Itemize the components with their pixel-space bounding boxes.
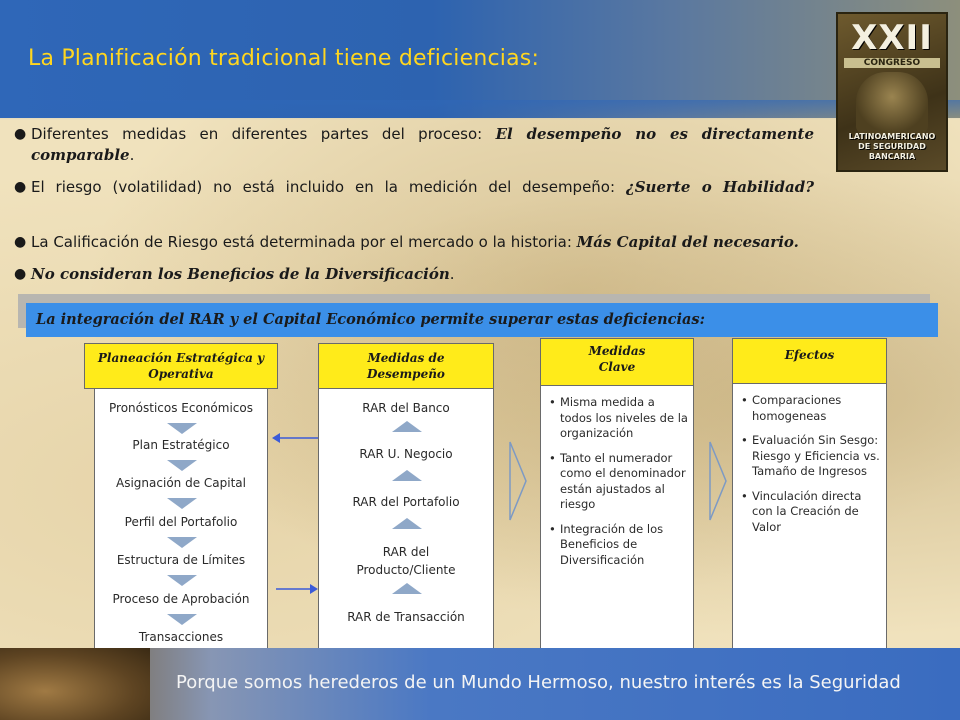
- clave-list: [549, 395, 689, 577]
- planeacion-item: Transacciones: [138, 630, 224, 644]
- planeacion-item: Perfil del Portafolio: [124, 515, 238, 529]
- planeacion-item: Proceso de Aprobación: [112, 592, 250, 606]
- planeacion-item: Asignación de Capital: [116, 476, 246, 490]
- planeacion-item: Plan Estratégico: [132, 438, 230, 452]
- bullet-item: ● El riesgo (volatilidad) no está incluido en la medición del desempeño: ¿Suerte o Habilidad?: [14, 178, 814, 196]
- planeacion-header: Planeación Estratégica y Operativa: [84, 343, 278, 389]
- efectos-item: • Evaluación Sin Sesgo: Riesgo y Eficiencia vs. Tamaño de Ingresos: [741, 433, 881, 480]
- logo-numeral: XXII: [851, 18, 933, 58]
- medidas-header: Medidas de Desempeño: [318, 343, 494, 389]
- logo-word: CONGRESO: [844, 58, 940, 68]
- medidas-item: RAR del Producto/Cliente: [356, 545, 456, 577]
- efectos-item: • Comparaciones homogeneas: [741, 393, 881, 424]
- chevron-right-icon: [708, 440, 728, 522]
- footer-slogan: Porque somos herederos de un Mundo Hermoso, nuestro interés es la Seguridad: [176, 672, 901, 693]
- bullet-item: ● La Calificación de Riesgo está determinada por el mercado o la historia: Más Capital del necesario.: [14, 233, 799, 251]
- right-arrow-icon: [274, 579, 320, 599]
- clave-item: • Tanto el numerador como el denominador están ajustados al riesgo: [549, 451, 689, 513]
- medidas-item: RAR del Portafolio: [352, 495, 460, 509]
- efectos-header: Efectos: [732, 338, 887, 384]
- efectos-box: [732, 370, 887, 650]
- planeacion-item: Estructura de Límites: [116, 553, 246, 567]
- bullet-dot-icon: ●: [14, 126, 27, 142]
- planeacion-box: [94, 370, 268, 650]
- logo-mask-image: [856, 72, 928, 134]
- left-arrow-icon: [270, 428, 322, 448]
- up-triangle-icon: [392, 518, 422, 529]
- title-bar-fade: [0, 100, 960, 120]
- clave-item: • Integración de los Beneficios de Diversificación: [549, 522, 689, 569]
- down-triangle-icon: [167, 460, 197, 471]
- down-triangle-icon: [167, 537, 197, 548]
- logo-subtitle: LATINOAMERICANO DE SEGURIDAD BANCARIA: [848, 132, 936, 161]
- up-triangle-icon: [392, 470, 422, 481]
- bullet-dot-icon: ●: [14, 266, 27, 282]
- clave-item: • Misma medida a todos los niveles de la organización: [549, 395, 689, 442]
- clave-header: Medidas Clave: [540, 338, 694, 386]
- bullet-dot-icon: ●: [14, 234, 27, 250]
- up-triangle-icon: [392, 583, 422, 594]
- efectos-item: • Vinculación directa con la Creación de Valor: [741, 489, 881, 536]
- footer-photo: [0, 648, 150, 720]
- planeacion-item: Pronósticos Económicos: [109, 401, 253, 415]
- down-triangle-icon: [167, 614, 197, 625]
- clave-box: [540, 370, 694, 650]
- bullet-dot-icon: ●: [14, 179, 27, 195]
- up-triangle-icon: [392, 421, 422, 432]
- bullet-item: ● No consideran los Beneficios de la Diversificación.: [14, 265, 455, 283]
- efectos-list: [741, 393, 881, 544]
- medidas-item: RAR U. Negocio: [359, 447, 453, 461]
- medidas-item: RAR del Banco: [362, 401, 450, 415]
- down-triangle-icon: [167, 575, 197, 586]
- congress-logo: [836, 12, 948, 172]
- down-triangle-icon: [167, 423, 197, 434]
- medidas-item: RAR de Transacción: [347, 610, 465, 624]
- medidas-box: [318, 370, 494, 650]
- conclusion-banner: La integración del RAR y el Capital Económico permite superar estas deficiencias:: [26, 303, 938, 337]
- slide-title: La Planificación tradicional tiene deficiencias:: [28, 46, 540, 71]
- bullet-item: ● Diferentes medidas en diferentes partes del proceso: El desempeño no es directamente comparable.: [14, 125, 814, 164]
- chevron-right-icon: [508, 440, 528, 522]
- down-triangle-icon: [167, 498, 197, 509]
